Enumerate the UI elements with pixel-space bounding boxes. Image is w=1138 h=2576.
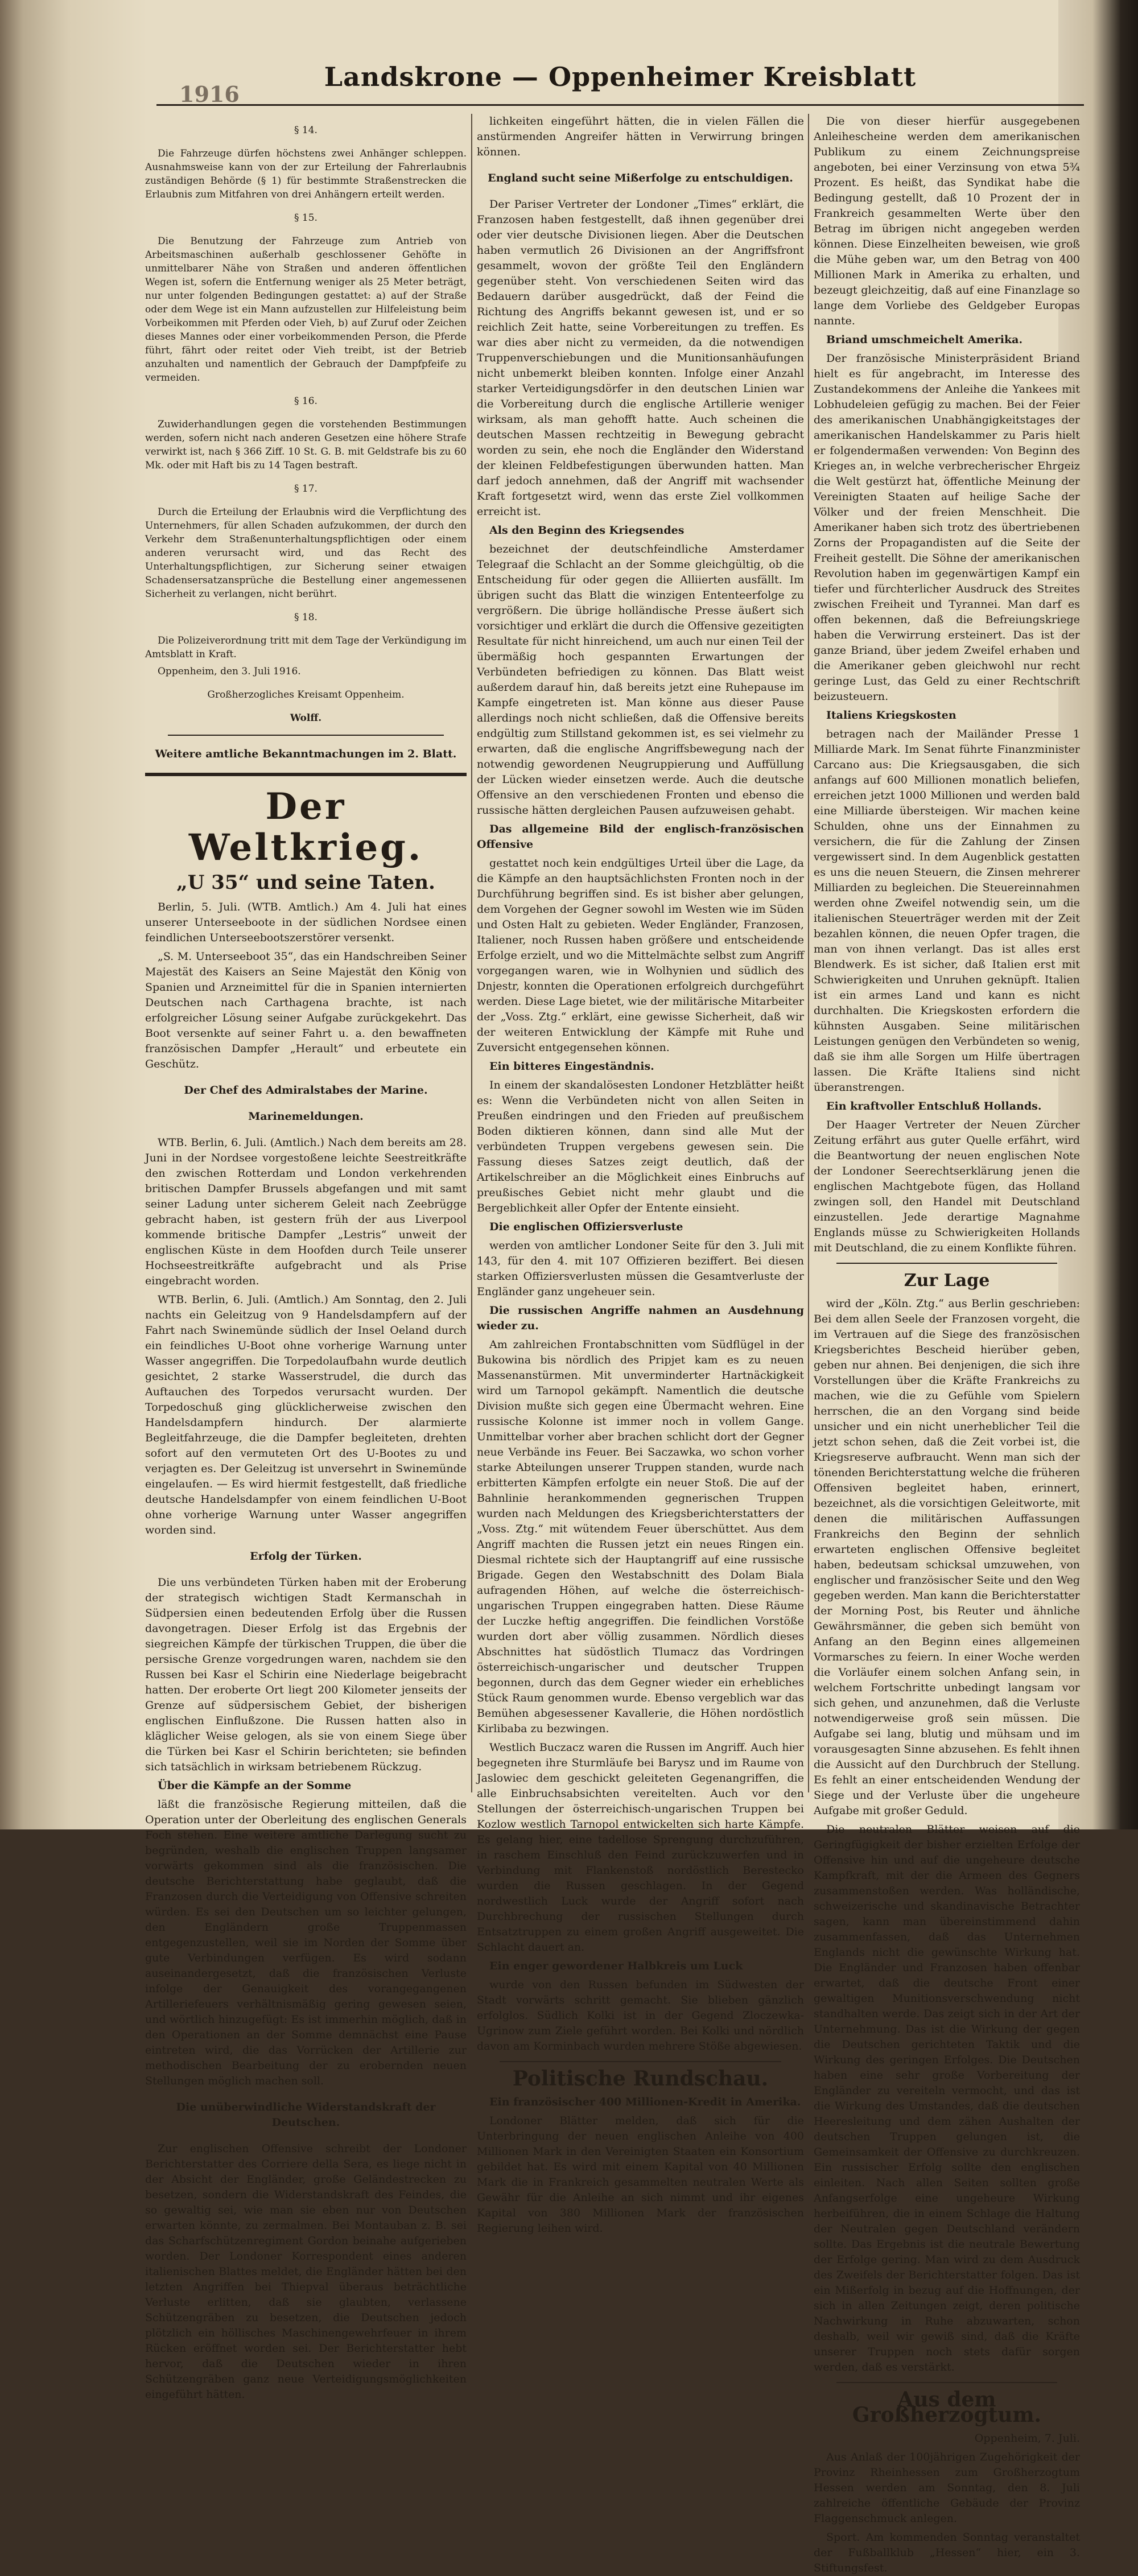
subheading: Marinemeldungen. xyxy=(248,1110,364,1123)
paragraph: wurde von den Russen befunden im Südwesten der Stadt vorwärts schritt gemacht. Sie blieben gänzlich erfolglos. Südlich Kolki ist in der Gegend Zloczewka-Ugrinow zum Ziele geführt worden. Bei Kolki und nördlich davon am Korminbach wurden mehrere Stöße abgewiesen. xyxy=(477,1979,804,2052)
divider xyxy=(145,773,467,776)
subheading: England sucht seine Mißerfolge zu entschuldigen. xyxy=(488,172,793,184)
paragraph: „S. M. Unterseeboot 35“, das ein Handschreiben Seiner Majestät des Kaisers an Seine Majestät den König von Spanien und Arzneimittel für die in Spanien internierten Deutschen nach Carthagena brachte, ist nach erfolgreicher Lösung seiner Aufgabe zurückgekehrt. Das Boot versenkte auf seiner Fahrt u. a. den bewaffneten französischen Dampfer „Herault“ und erbeutete ein Geschütz. xyxy=(145,950,467,1070)
paragraph: Die Fahrzeuge dürfen höchstens zwei Anhänger schleppen. Ausnahmsweise kann von der zur Erteilung der Fahrerlaubnis zuständigen Behörde (§ 1) für bestimmte Straßenstrecken die Erlaubnis zum Mitfahren von drei Anhängern erteilt werden. xyxy=(145,148,467,200)
lead-phrase: Ein bitteres Eingeständnis. xyxy=(489,1060,654,1073)
column-rule xyxy=(808,114,809,1792)
column-rule xyxy=(471,114,472,1792)
paragraph: Durch die Erteilung der Erlaubnis wird die Verpflichtung des Unternehmers, für allen Schaden aufzukommen, der durch den Verkehr dem Straßenunterhaltungspflichtigen oder einem anderen verursacht wird, und das Recht des Unterhaltungspflichtigen, zur Sicherung seiner etwaigen Schadensersatzansprüche die Bestellung einer angemessenen Sicherheit zu verlangen, nicht berührt. xyxy=(145,506,467,600)
paragraph: werden von amtlicher Londoner Seite für den 3. Juli mit 143, für den 4. mit 107 Offizieren beziffert. Bei diesen starken Offiziersverlusten müssen die Gesamtverluste der Engländer ganz ungeheuer sein. xyxy=(477,1239,804,1298)
paragraph: läßt die französische Regierung mitteilen, daß die Operation unter der Oberleitung des englischen Generals Foch stehen. Eine weitere amtliche Darlegung sucht zu begründen, weshalb die englischen Truppen langsamer vorwärts gekommen sind als die französischen. Die deutsche Berichterstattung habe geglaubt, daß die Franzosen durch die Verteidigung von Offensive schreiten würden. Es sei den Deutschen um so leichter gelungen, den Engländern große Truppenmassen entgegenzustellen, weil sie im Norden der Somme über gute Verbindungen verfügen. Es wird sodann auseinandergesetzt, daß die französischen Verluste infolge der Genauigkeit des vorangegangenen Artilleriefeuers verhältnismäßig gering gewesen seien, und wörtlich hinzugefügt: Es ist immerhin möglich, daß in den Operationen an der Somme demnächst eine Pause eintreten wird, die das Vorrücken der Artillerie zur methodischen Bearbeitung der zu erobernden neuen Stellungen möglich machen soll. xyxy=(145,1798,467,2087)
section-title: Aus dem Großherzogtum. xyxy=(852,2388,1042,2427)
signature: Wolff. xyxy=(290,712,322,724)
paragraph: WTB. Berlin, 6. Juli. (Amtlich.) Nach dem bereits am 28. Juni in der Nordsee vorgestoßene leichte Seestreitkräfte den zwischen Rotterdam und London verkehrenden britischen Dampfer Brussels abgefangen und mit samt seiner Ladung unter sicherem Geleit nach Zeebrügge gebracht haben, ist gestern früh der aus Liverpool kommende britische Dampfer „Lestris“ unweit der englischen Küste in dem Hoofden durch Teile unserer Hochseestreitkräfte aufgebracht und als Prise eingebracht worden. xyxy=(145,1136,467,1287)
paragraph: Am zahlreichen Frontabschnitten vom Südflügel in der Bukowina bis nördlich des Pripjet kam es zu neuen Massenanstürmen. Mit unverminderter Hartnäckigkeit wird um Tarnopol gekämpft. Namentlich die deutsche Division mußte sich gegen eine Übermacht wehren. Eine russische Kolonne ist immer noch in vollem Gange. Unmittelbar vorher aber brachen schlicht dort der Gegner neue Verbände ins Feuer. Bei Saczawka, wo schon vorher starke Abteilungen unserer Truppen standen, wurde nach erbitterten Kämpfen erfolgte ein neuer Stoß. Die auf der Bahnlinie herankommenden gegnerischen Truppen wurden nach Meldungen des Kriegsberichterstatters der „Voss. Ztg.“ mit wütendem Feuer überschüttet. Aus dem Angriff machten die Russen jetzt ein neues Ringen ein. Diesmal richtete sich der Hauptangriff auf eine russische Brigade. Gegen den Westabschnitt des Dolam Biala aufragenden Höhen, auf welche die österreichisch-ungarischen Truppen eingegraben hatten. Diese Räume der Luczke heftig angegriffen. Die feindlichen Vorstöße wurden dort aber völlig zusammen. Nördlich dieses Abschnittes hat südöstlich Tlumacz das Vordringen österreichisch-ungarischer und deutscher Truppen begonnen, durch das dem Gegner wieder ein erhebliches Stück Raum genommen wurde. Ebenso vergeblich war das Bemühen abgesessener Kavallerie, die Höhen nordöstlich Kirlibaba zu bezwingen. xyxy=(477,1338,804,1735)
paragraph: Die Polizeiverordnung tritt mit dem Tage der Verkündigung im Amtsblatt in Kraft. xyxy=(145,635,467,660)
lead-phrase: Italiens Kriegskosten xyxy=(826,709,956,722)
column-1 xyxy=(145,114,467,2401)
book-binding-left xyxy=(0,0,148,1829)
lead-phrase: Briand umschmeichelt Amerika. xyxy=(826,333,1023,346)
paragraph: Die uns verbündeten Türken haben mit der Eroberung der strategisch wichtigen Stadt Kermanschah in Südpersien einen bedeutenden Erfolg über die Russen davongetragen. Dieser Erfolg ist das Ergebnis der siegreichen Kämpfe der türkischen Truppen, die über die persische Grenze vorgedrungen waren, nachdem sie den Russen bei Kasr el Schirin eine Niederlage beigebracht hatten. Der eroberte Ort liegt 200 Kilometer jenseits der Grenze auf südpersischem Gebiet, der bisherigen englischen Einflußzone. Die Russen hatten also in kläglicher Weise gelogen, als sie von einem Siege über die Türken bei Kasr el Schirin berichteten; sie befinden sich tatsächlich in wirksam betriebenem Rückzug. xyxy=(145,1576,467,1773)
paragraph: Westlich Buczacz waren die Russen im Angriff. Auch hier begegneten ihre Sturmläufe bei Barysz und im Raume von Jaslowiec dem geschickt geleiteten Gegenangriffen, die alle Einbruchsabsichten vereitelten. Auch vor den Stellungen der österreichisch-ungarischen Truppen bei Kozlow westlich Tarnopol entwickelten sich harte Kämpfe. Es gelang hier, eine tadellose Sprengung durchzuführen, in raschem Einschluß den Feind zurückzuwerfen und in Verbindung mit Flankenstoß nordöstlich Berestecko wurden die Russen geschlagen. In der Gegend nordwestlich Luck wurde der Angriff sofort nach Durchbrechung der russischen Stellungen durch Entsatztruppen zu einem großen Angriff ausgeweitet. Die Schlacht dauert an. xyxy=(477,1741,804,1953)
lead-phrase: Ein enger gewordener Halbkreis um Luck xyxy=(489,1960,743,1972)
section-heading: § 17. xyxy=(294,483,318,494)
section-title: Politische Rundschau. xyxy=(512,2067,769,2091)
divider xyxy=(500,2061,781,2062)
page-header xyxy=(156,60,1084,106)
paragraph: Zur englischen Offensive schreibt der Londoner Berichterstatter des Corriere della Sera, es liege nicht in der Absicht der Engländer, große Geländestrecken zu besetzen, sondern die Widerstandskraft des Feindes, die so gewaltig sei, wie man sie eben nur von Deutschen erwarten könnte, zu zermalmen. Bei Montauban z. B. sei das Scharfschützenregiment Gordon beinahe aufgerieben worden. Der Londoner Korrespondent eines anderen italienischen Blattes meldet, die Engländer hätten bei den letzten Angriffen bei Thiepval überaus beträchtliche Verluste erlitten, daß sie glaubten, verlassene Schützengräben zu besetzen, die Deutschen jedoch plötzlich ein höllisches Maschinengewehrfeuer in ihrem Rücken eröffnet worden sei. Der Berichterstatter hebt hervor, daß die Deutschen wieder in ihren Schützengräben ganz neue Verteidigungsmöglichkeiten eingeführt hätten. xyxy=(145,2142,467,2401)
article-title: Der Weltkrieg. xyxy=(188,785,423,869)
paragraph: Londoner Blätter melden, daß sich für die Unterbringung der neuen englischen Anleihe von 400 Millionen Mark in den Vereinigten Staaten ein Konsortium gebildet hat. Es wird mit einem Kapital von 40 Millionen Mark die in Frankreich gesammelten neutralen Werte als Gewähr für die Anleihe an sich nimmt und ihr eigenes Kapital von 380 Millionen Mark der französischen Regierung leihen wird. xyxy=(477,2115,804,2235)
authority: Großherzogliches Kreisamt Oppenheim. xyxy=(207,689,405,700)
lead-phrase: Das allgemeine Bild der englisch-französischen Offensive xyxy=(477,823,804,851)
paragraph: Die neutralen Blätter weisen auf die Geringfügigkeit der bisher erzielten Erfolge der Offensive hin und auf die ungeheure deutsche Kampfkraft, mit der die Armeen des Gegners zusammenstoßen werden. Was holländische, schweizerische und skandinavische Betrachter sagen, kann man übereinstimmend dahin zusammenfassen, daß das Unternehmen Englands nicht die gewünschte Wirkung hat. Die Engländer und Franzosen haben offenbar erwartet, daß die deutsche Front einer gewaltigen Munitionsverschwendung nicht standhalten werde. Das zeigt sich in der Art der Unternehmung. Das ist die Wirkung der gegen die Deutschen gerichteten Taktik und die Wirkung des geringen Erfolges. Die Deutschen haben eine sehr große Vorbereitung der Engländer zu vereiteln vermocht, und das ist die Wirkung des Umstandes, daß die deutschen Heeresleitung und dem zähen Aushalten der deutschen Truppen gelungen ist, die Gemeinsamkeit der Offensive zu durchkreuzen. Ein russischer Erfolg sollte den englischen einleiten. Nach allen Seiten sollten große Anfangserfolge eine ungeheure Wirkung herbeiführen, die in einem Schlage die Haltung der Neutralen gegen Deutschland verändern sollte. Das Ergebnis ist die neutrale Bewertung der Erfolge gering. Man wird zu dem Ausdruck des Zweifels der Berichterstatter folgen. Das ist ein Mißerfolg in bezug auf die Hoffnungen, der sich in allen Zeitungen zeigt, deren politische Nachwirkung in Ruhe abzuwarten, schon deshalb, weil wir gewiß sind, daß die Kräfte unserer Truppen noch stets dafür sorgen werden, daß es verstärkt. xyxy=(814,1823,1080,2373)
paragraph: Der Haager Vertreter der Neuen Zürcher Zeitung erfährt aus guter Quelle erfährt, wird die Beantwortung der neuen englischen Note der Londoner Seerechtserklärung jenen die englischen Machtgebote fügen, das Holland zwingen soll, den Handel mit Deutschland einzustellen. Jede derartige Magnahme Englands müsse zu Schwierigkeiten Hollands mit Deutschland, die zu einem Konflikte führen. xyxy=(814,1119,1080,1254)
lead-phrase: Über die Kämpfe an der Somme xyxy=(158,1779,352,1792)
divider xyxy=(836,2382,1057,2383)
paragraph: Aus Anlaß der 100jährigen Zugehörigkeit der Provinz Rheinhessen zum Großherzogtum Hessen werden am Sonntag, den 8. Juli zahlreiche öffentliche Gebäude der Provinz Flaggenschmuck anlegen. xyxy=(814,2451,1080,2525)
paragraph: In einem der skandalösesten Londoner Hetzblätter heißt es: Wenn die Verbündeten nicht von allen Seiten in Preußen eindringen und den Frieden auf preußischem Boden diktieren können, dann sind alle Mut der verbündeten Truppen vergebens gewesen sein. Die Fassung dieses Satzes zeigt deutlich, daß der Artikelschreiber an die Möglichkeit eines Einbruchs auf preußisches Gebiet nicht mehr glaubt und die Bergeblichkeit aller Opfer der Entente einsieht. xyxy=(477,1079,804,1214)
paragraph: Zuwiderhandlungen gegen die vorstehenden Bestimmungen werden, sofern nicht nach anderen Gesetzen eine höhere Strafe verwirkt ist, nach § 366 Ziff. 10 St. G. B. mit Geldstrafe bis zu 60 Mk. oder mit Haft bis zu 14 Tagen bestraft. xyxy=(145,419,467,471)
subheading: Erfolg der Türken. xyxy=(250,1550,362,1563)
section-heading: § 16. xyxy=(294,395,318,407)
subheading: Die unüberwindliche Widerstandskraft der Deutschen. xyxy=(176,2101,436,2129)
paragraph: Berlin, 5. Juli. (WTB. Amtlich.) Am 4. Juli hat eines unserer Unterseeboote in der südlichen Nordsee einen feindlichen Unterseebootszerstörer versenkt. xyxy=(145,901,467,944)
section-heading: § 14. xyxy=(294,125,318,136)
lead-phrase: Die englischen Offiziersverluste xyxy=(489,1221,683,1233)
page-number: 1916 xyxy=(179,81,240,107)
column-3 xyxy=(814,114,1081,2574)
column-2 xyxy=(477,114,804,2235)
section-title: Zur Lage xyxy=(904,1271,990,1291)
dateline: Oppenheim, 7. Juli. xyxy=(974,2432,1080,2445)
lead-phrase: Die russischen Angriffe nahmen an Ausdehnung wieder zu. xyxy=(477,1304,804,1332)
masthead-title: Landskrone — Oppenheimer Kreisblatt xyxy=(324,61,917,92)
section-heading: § 15. xyxy=(294,212,318,224)
section-heading: § 18. xyxy=(294,612,318,623)
lead-phrase: Ein französischer 400 Millionen-Kredit in Amerika. xyxy=(489,2096,801,2108)
paragraph: bezeichnet der deutschfeindliche Amsterdamer Telegraaf die Schlacht an der Somme gleichgültig, ob die Entscheidung für oder gegen die Alliierten ausfällt. Im übrigen sucht das Blatt die winzigen Ententeerfolge zu vergrößern. Die übrige holländische Presse äußert sich vorsichtiger und erklärt die durch die Offensive gezeitigten Resultate für nicht hinreichend, um auch nur einen Teil der übermäßig hoch gespannten Erwartungen der Verbündeten befriedigen zu können. Das Blatt weist außerdem darauf hin, daß bereits jetzt eine Ruhepause im Kampfe eingetreten ist. Man könne aus dieser Pause allerdings noch nicht schließen, daß die Offensive bereits endgültig zum Stillstand gekommen ist, es sei vielmehr zu erwarten, daß die englische Angriffsbewegung nach der notwendig gewordenen Neugruppierung und Auffüllung der Lücken wieder einsetzen werde. Auch die deutsche Offensive an den verschiedenen Fronten und ebenso die russische hätten dergleichen Pausen aufzuweisen gehabt. xyxy=(477,543,804,817)
paragraph: wird der „Köln. Ztg.“ aus Berlin geschrieben: Bei dem allen Seele der Franzosen vorgeht, die im Vertrauen auf die Siege des französischen Kriegsberichtes Bescheid hierüber geben, geben nur ahnen. Bei denjenigen, die sich ihre Vorstellungen über die Kräfte Frankreichs zu machen, wie die zu Gefühle vom Spielern herrschen, die an den Vorgang sind beide unsicher und ein nicht unerheblicher Teil die jetzt schon sehen, daß die Zeit vorbei ist, die Kriegsreserve aufbraucht. Wenn man sich der tönenden Berichterstattung welche die früheren Offensiven begleitet haben, erinnert, bezeichnet, als die vorsichtigen Geleitworte, mit denen die militärischen Auffassungen Frankreichs den Beginn der sehnlich erwarteten englischen Offensive begleitet haben, bedeutsam schicksal umzuwehen, von englischer und französischer Seite und den Weg gegeben werden. Man kann die Berichterstatter der Morning Post, bis Reuter und ähnliche Gewährsmänner, die geben sich bemüht von Anfang an den Beginn eines allgemeinen Vormarsches zu feiern. In einer Woche werden die Vorläufer einem solchen Anfang sein, in welchem Fortschritte unbedingt langsam vor sich gehen, und anzunehmen, daß die Verluste notwendigerweise groß sein müssen. Die Aufgabe sei lang, blutig und mühsam und im vorausgesagten Sinne abzusehen. Es fehlt ihnen die Aussicht auf den Durchbruch der Stellung. Es fehlt an einer entscheidenden Wendung der Siege und der Verluste über die ungeheure Aufgabe mit großer Geduld. xyxy=(814,1297,1081,1817)
divider xyxy=(836,1263,1057,1264)
date-place: Oppenheim, den 3. Juli 1916. xyxy=(158,666,301,677)
notice: Weitere amtliche Bekanntmachungen im 2. Blatt. xyxy=(155,748,457,760)
paragraph: Die Benutzung der Fahrzeuge zum Antrieb von Arbeitsmaschinen außerhalb geschlossener Gehöfte in unmittelbarer Nähe von Straßen und anderen öffentlichen Wegen ist, sofern die Entfernung weniger als 25 Meter beträgt, nur unter folgenden Bedingungen gestattet: a) auf der Straße oder dem Wege ist ein Mann aufzustellen zur Hilfeleistung beim Vorbeikommen mit Pferden oder Vieh, b) auf Zuruf oder Zeichen dieses Mannes oder einer vorbeikommenden Person, die Pferde führt, fährt oder reitet oder Vieh treibt, ist der Betrieb anzuhalten und namentlich der Gebrauch der Dampfpfeife zu vermeiden. xyxy=(145,236,467,384)
paragraph: Der Pariser Vertreter der Londoner „Times“ erklärt, die Franzosen haben festgestellt, daß ihnen gegenüber drei oder vier deutsche Divisionen liegen. Aber die Deutschen haben vermutlich 26 Divisionen an der Angriffsfront gesammelt, wovon der größte Teil den Engländern gegenüber steht. Von verschiedenen Seiten wird das Bedauern darüber ausgedrückt, daß der Feind die Richtung des Angriffs bekannt gewesen ist, und er so reichlich Zeit hatte, seine Vorbereitungen zu treffen. Es war dies aber nicht zu vermeiden, da die notwendigen Truppenverschiebungen und die Munitionsanhäufungen nicht unbemerkt bleiben konnten. Infolge einer Anzahl starker Verteidigungsdörfer in den deutschen Linien war die Vorbereitung durch die englische Artillerie weniger wirksam, als man gehofft hatte. Auch scheinen die deutschen Massen rechtzeitig in Bewegung gebracht worden zu sein, ehe noch die Engländer den Widerstand der kleinen Feldbefestigungen überwunden hatten. Man darf jedoch annehmen, daß der Angriff mit wachsender Kraft fortgesetzt wird, wenn das erste Ziel vollkommen erreicht ist. xyxy=(477,198,804,518)
lead-phrase: Als den Beginn des Kriegsendes xyxy=(489,524,685,537)
lead-phrase: Ein kraftvoller Entschluß Hollands. xyxy=(826,1100,1042,1112)
paragraph: Sport. Am kommenden Sonntag veranstaltet der Fußballklub „Hessen“ hier, ein 3. Stiftungsfest. xyxy=(814,2531,1080,2574)
signature: Der Chef des Admiralstabes der Marine. xyxy=(184,1084,428,1097)
paragraph: gestattet noch kein endgültiges Urteil über die Lage, da die Kämpfe an den hauptsächlichsten Fronten noch in der Durchführung begriffen sind. Es ist bisher aber gelungen, dem Vorgehen der Gegner sowohl im Westen wie im Süden und Osten Halt zu gebieten. Weder Engländer, Franzosen, Italiener, noch Russen haben größere und entscheidende Erfolge erzielt, und wo die Mittelmächte selbst zum Angriff vorgegangen waren, wie in Wolhynien und südlich des Dnjestr, konnten die Operationen erfolgreich durchgeführt werden. Diese Lage bietet, wie der militärische Mitarbeiter der „Voss. Ztg.“ erklärt, eine gewisse Sicherheit, daß wir der weiteren Entwicklung der Kämpfe mit Ruhe und Zuversicht entgegensehen können. xyxy=(477,857,804,1054)
paragraph: lichkeiten eingeführt hätten, die in vielen Fällen die anstürmenden Angreifer hätten in Verwirrung bringen können. xyxy=(477,115,804,158)
paragraph: Die von dieser hierfür ausgegebenen Anleihescheine werden dem amerikanischen Publikum zu einem Zeichnungspreise angeboten, bei einer Verzinsung von etwa 5¾ Prozent. Es heißt, das Syndikat habe die Bedingung gestellt, daß 10 Prozent der in Frankreich gesammelten Werte über den Betrag im übrigen nicht angegeben werden können. Diese Einzelheiten beweisen, wie groß die Mühe geben war, um den Betrag von 400 Millionen Mark in Amerika zu erhalten, und bezeugt gleichzeitig, daß auf eine Finanzlage so lange dem Vorliebe des Geldgeber Europas nannte. xyxy=(814,115,1080,327)
paragraph: WTB. Berlin, 6. Juli. (Amtlich.) Am Sonntag, den 2. Juli nachts ein Geleitzug von 9 Handelsdampfern auf der Fahrt nach Swinemünde südlich der Insel Oeland durch ein feindliches U-Boot ohne vorherige Warnung unter Wasser angegriffen. Die Torpedolaufbahn wurde deutlich gesichtet, 2 starke Wasserstrudel, die durch das Auftauchen des Torpedos verursacht wurden. Der Torpedoschuß ging glücklicherweise zwischen den Handelsdampfern hindurch. Der alarmierte Begleitfahrzeuge, die die Dampfer begleiteten, drehten sofort auf den vermuteten Ort des U-Bootes zu und verjagten es. Der Geleitzug ist unversehrt in Swinemünde eingelaufen. — Es wird hiermit festgestellt, daß friedliche deutsche Handelsdampfer von einem feindlichen U-Boot ohne vorherige Warnung unter Wasser angegriffen worden sind. xyxy=(145,1293,467,1536)
divider xyxy=(168,735,444,736)
paragraph: betragen nach der Mailänder Presse 1 Milliarde Mark. Im Senat führte Finanzminister Carcano aus: Die Kriegsausgaben, die sich anfangs auf 600 Millionen monatlich beliefen, erreichen jetzt 1000 Millionen und werden bald eine Milliarde übersteigen. Wir machen keine Schulden, ohne uns der Einnahmen zu versichern, die für die Zahlung der Zinsen vergewissert sind. In dem Augenblick gestatten es uns die neuen Steuern, die Zinsen mehrerer Milliarden zu begleichen. Die Steuereinnahmen werden ohne Zweifel notwendig sein, um die italienischen Steuerträger werden mit der Zeit bezahlen können, die neuen Opfer tragen, die man von ihnen verlangt. Das ist alles erst Blendwerk. Es ist sicher, daß Italien erst mit Schwierigkeiten und Unruhen geknüpft. Italien ist ein armes Land und kann es nicht durchhalten. Die Kriegskosten erfordern die kühnsten Ausgaben. Seine militärischen Leistungen genügen den Verbündeten so wenig, daß sie ihm alle Sorgen um Hilfe übertragen lassen. Die Kräfte Italiens sind nicht überanstrengen. xyxy=(814,728,1080,1094)
article-subtitle: „U 35“ und seine Taten. xyxy=(176,871,435,894)
paragraph: Der französische Ministerpräsident Briand hielt es für angebracht, im Interesse des Zustandekommens der Anleihe die Yankees mit Lobhudeleien gefügig zu machen. Bei der Feier des amerikanischen Unabhängigkeitstages der amerikanischen Handelskammer zu Paris hielt er folgendermaßen verwenden: Von Beginn des Krieges an, in welche verbrecherischer Ehrgeiz die Welt gestürzt hat, öffentliche Meinung der Vereinigten Staaten auf heilige Sache der Völker und der freien Menschheit. Die Amerikaner haben sich trotz des übertriebenen Zorns der Propagandisten auf die Seite der Freiheit gestellt. Die Söhne der amerikanischen Revolution haben im gegenwärtigen Kampf ein tiefer und fürchterlicher Ausdruck des Streites zwischen Freiheit und Tyrannei. Man darf es offen bekennen, daß die Befreiungskriege haben die Verwirrung ersteinert. Das ist der ganze Briand, über jedem Zweifel erhaben und die Amerikaner geben gleichwohl nur recht geringe Lust, das Geld zu einer Rechtschrift beizusteuern. xyxy=(814,352,1080,703)
